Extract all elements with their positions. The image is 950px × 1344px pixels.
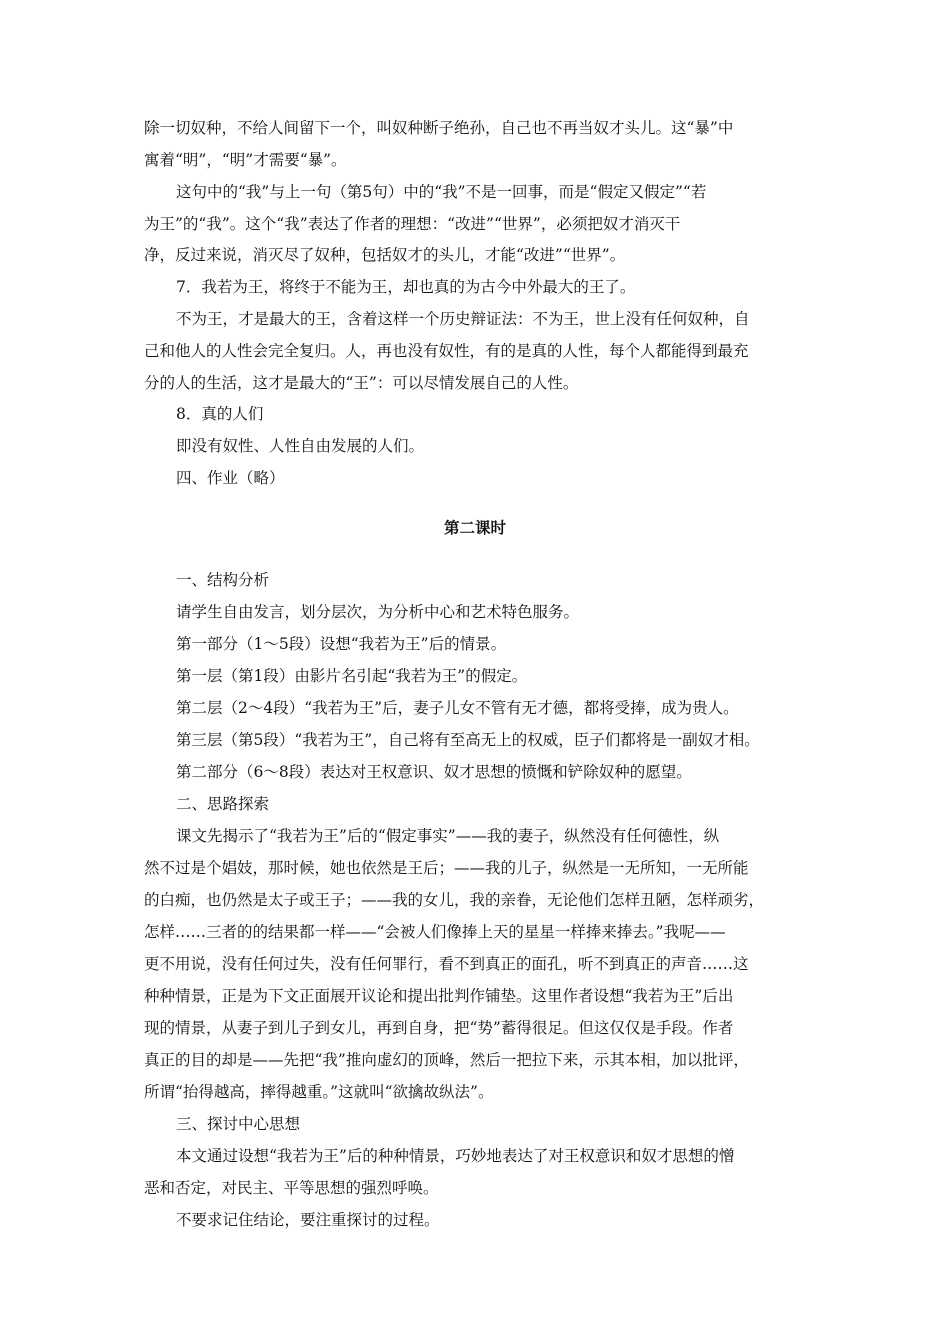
paragraph-line: 第一部分（1～5段）设想“我若为王”后的情景。 [176, 635, 507, 653]
paragraph-line: 第二层（2～4段）“我若为王”后，妻子儿女不管有无才德，都将受捧，成为贵人。 [176, 699, 739, 717]
paragraph-line: 更不用说，没有任何过失，没有任何罪行，看不到真正的面孔，听不到真正的声音……这 [144, 955, 749, 973]
paragraph-line: 真正的目的却是——先把“我”推向虚幻的顶峰，然后一把拉下来，示其本相，加以批评， [144, 1051, 749, 1069]
paragraph-line: 寓着“明”，“明”才需要“暴”。 [144, 151, 347, 169]
paragraph-line: 三、探讨中心思想 [176, 1115, 301, 1133]
paragraph-line: 即没有奴性、人性自由发展的人们。 [176, 437, 425, 455]
paragraph-line: 的白痴，也仍然是太子或王子；——我的女儿，我的亲眷，无论他们怎样丑陋，怎样顽劣， [144, 891, 765, 909]
paragraph-line: 己和他人的人性会完全复归。人，再也没有奴性，有的是真的人性，每个人都能得到最充 [144, 342, 749, 360]
paragraph-line: 二、思路探索 [176, 795, 270, 813]
paragraph-line: 第三层（第5段）“我若为王”，自己将有至高无上的权威，臣子们都将是一副奴才相。 [176, 731, 760, 749]
paragraph-line: 恶和否定，对民主、平等思想的强烈呼唤。 [144, 1179, 439, 1197]
paragraph-line: 为王”的“我”。这个“我”表达了作者的理想：“改进”“世界”，必须把奴才消灭干 [144, 215, 681, 233]
paragraph-line: 第二部分（6～8段）表达对王权意识、奴才思想的愤慨和铲除奴种的愿望。 [176, 763, 692, 781]
paragraph-line: 除一切奴种，不给人间留下一个，叫奴种断子绝孙，自己也不再当奴才头儿。这“暴”中 [144, 119, 734, 137]
paragraph-line: 不要求记住结论，要注重探讨的过程。 [176, 1211, 440, 1229]
paragraph-line: 四、作业（略） [176, 469, 285, 487]
paragraph-line: 第一层（第1段）由影片名引起“我若为王”的假定。 [176, 667, 528, 685]
paragraph-line: 怎样……三者的的结果都一样——“会被人们像捧上天的星星一样捧来捧去。”我呢—— [144, 923, 726, 941]
paragraph-line: 净，反过来说，消灭尽了奴种，包括奴才的头儿，才能“改进”“世界”。 [144, 246, 626, 264]
section-title: 第二课时 [443, 518, 506, 537]
paragraph-line: 8．真的人们 [176, 405, 264, 423]
paragraph-line: 种种情景，正是为下文正面展开议论和提出批判作铺垫。这里作者设想“我若为王”后出 [144, 987, 734, 1005]
paragraph-line: 分的人的生活，这才是最大的“王”：可以尽情发展自己的人性。 [144, 374, 579, 392]
paragraph-line: 请学生自由发言，划分层次，为分析中心和艺术特色服务。 [176, 603, 580, 621]
paragraph-line: 7．我若为王，将终于不能为王，却也真的为古今中外最大的王了。 [176, 278, 636, 296]
paragraph-line: 现的情景，从妻子到儿子到女儿，再到自身，把“势”蓄得很足。但这仅仅是手段。作者 [144, 1019, 734, 1037]
paragraph-line: 然不过是个娼妓，那时候，她也依然是王后；——我的儿子，纵然是一无所知，一无所能 [144, 859, 749, 877]
paragraph-line: 一、结构分析 [176, 571, 270, 589]
paragraph-line: 本文通过设想“我若为王”后的种种情景，巧妙地表达了对王权意识和奴才思想的憎 [176, 1147, 735, 1165]
paragraph-line: 这句中的“我”与上一句（第5句）中的“我”不是一回事，而是“假定又假定”“若 [176, 183, 707, 201]
paragraph-line: 课文先揭示了“我若为王”后的“假定事实”——我的妻子，纵然没有任何德性，纵 [176, 827, 720, 845]
paragraph-line: 不为王，才是最大的王，含着这样一个历史辩证法：不为王，世上没有任何奴种，自 [176, 310, 750, 328]
paragraph-line: 所谓“抬得越高，摔得越重。”这就叫“欲擒故纵法”。 [144, 1083, 494, 1101]
